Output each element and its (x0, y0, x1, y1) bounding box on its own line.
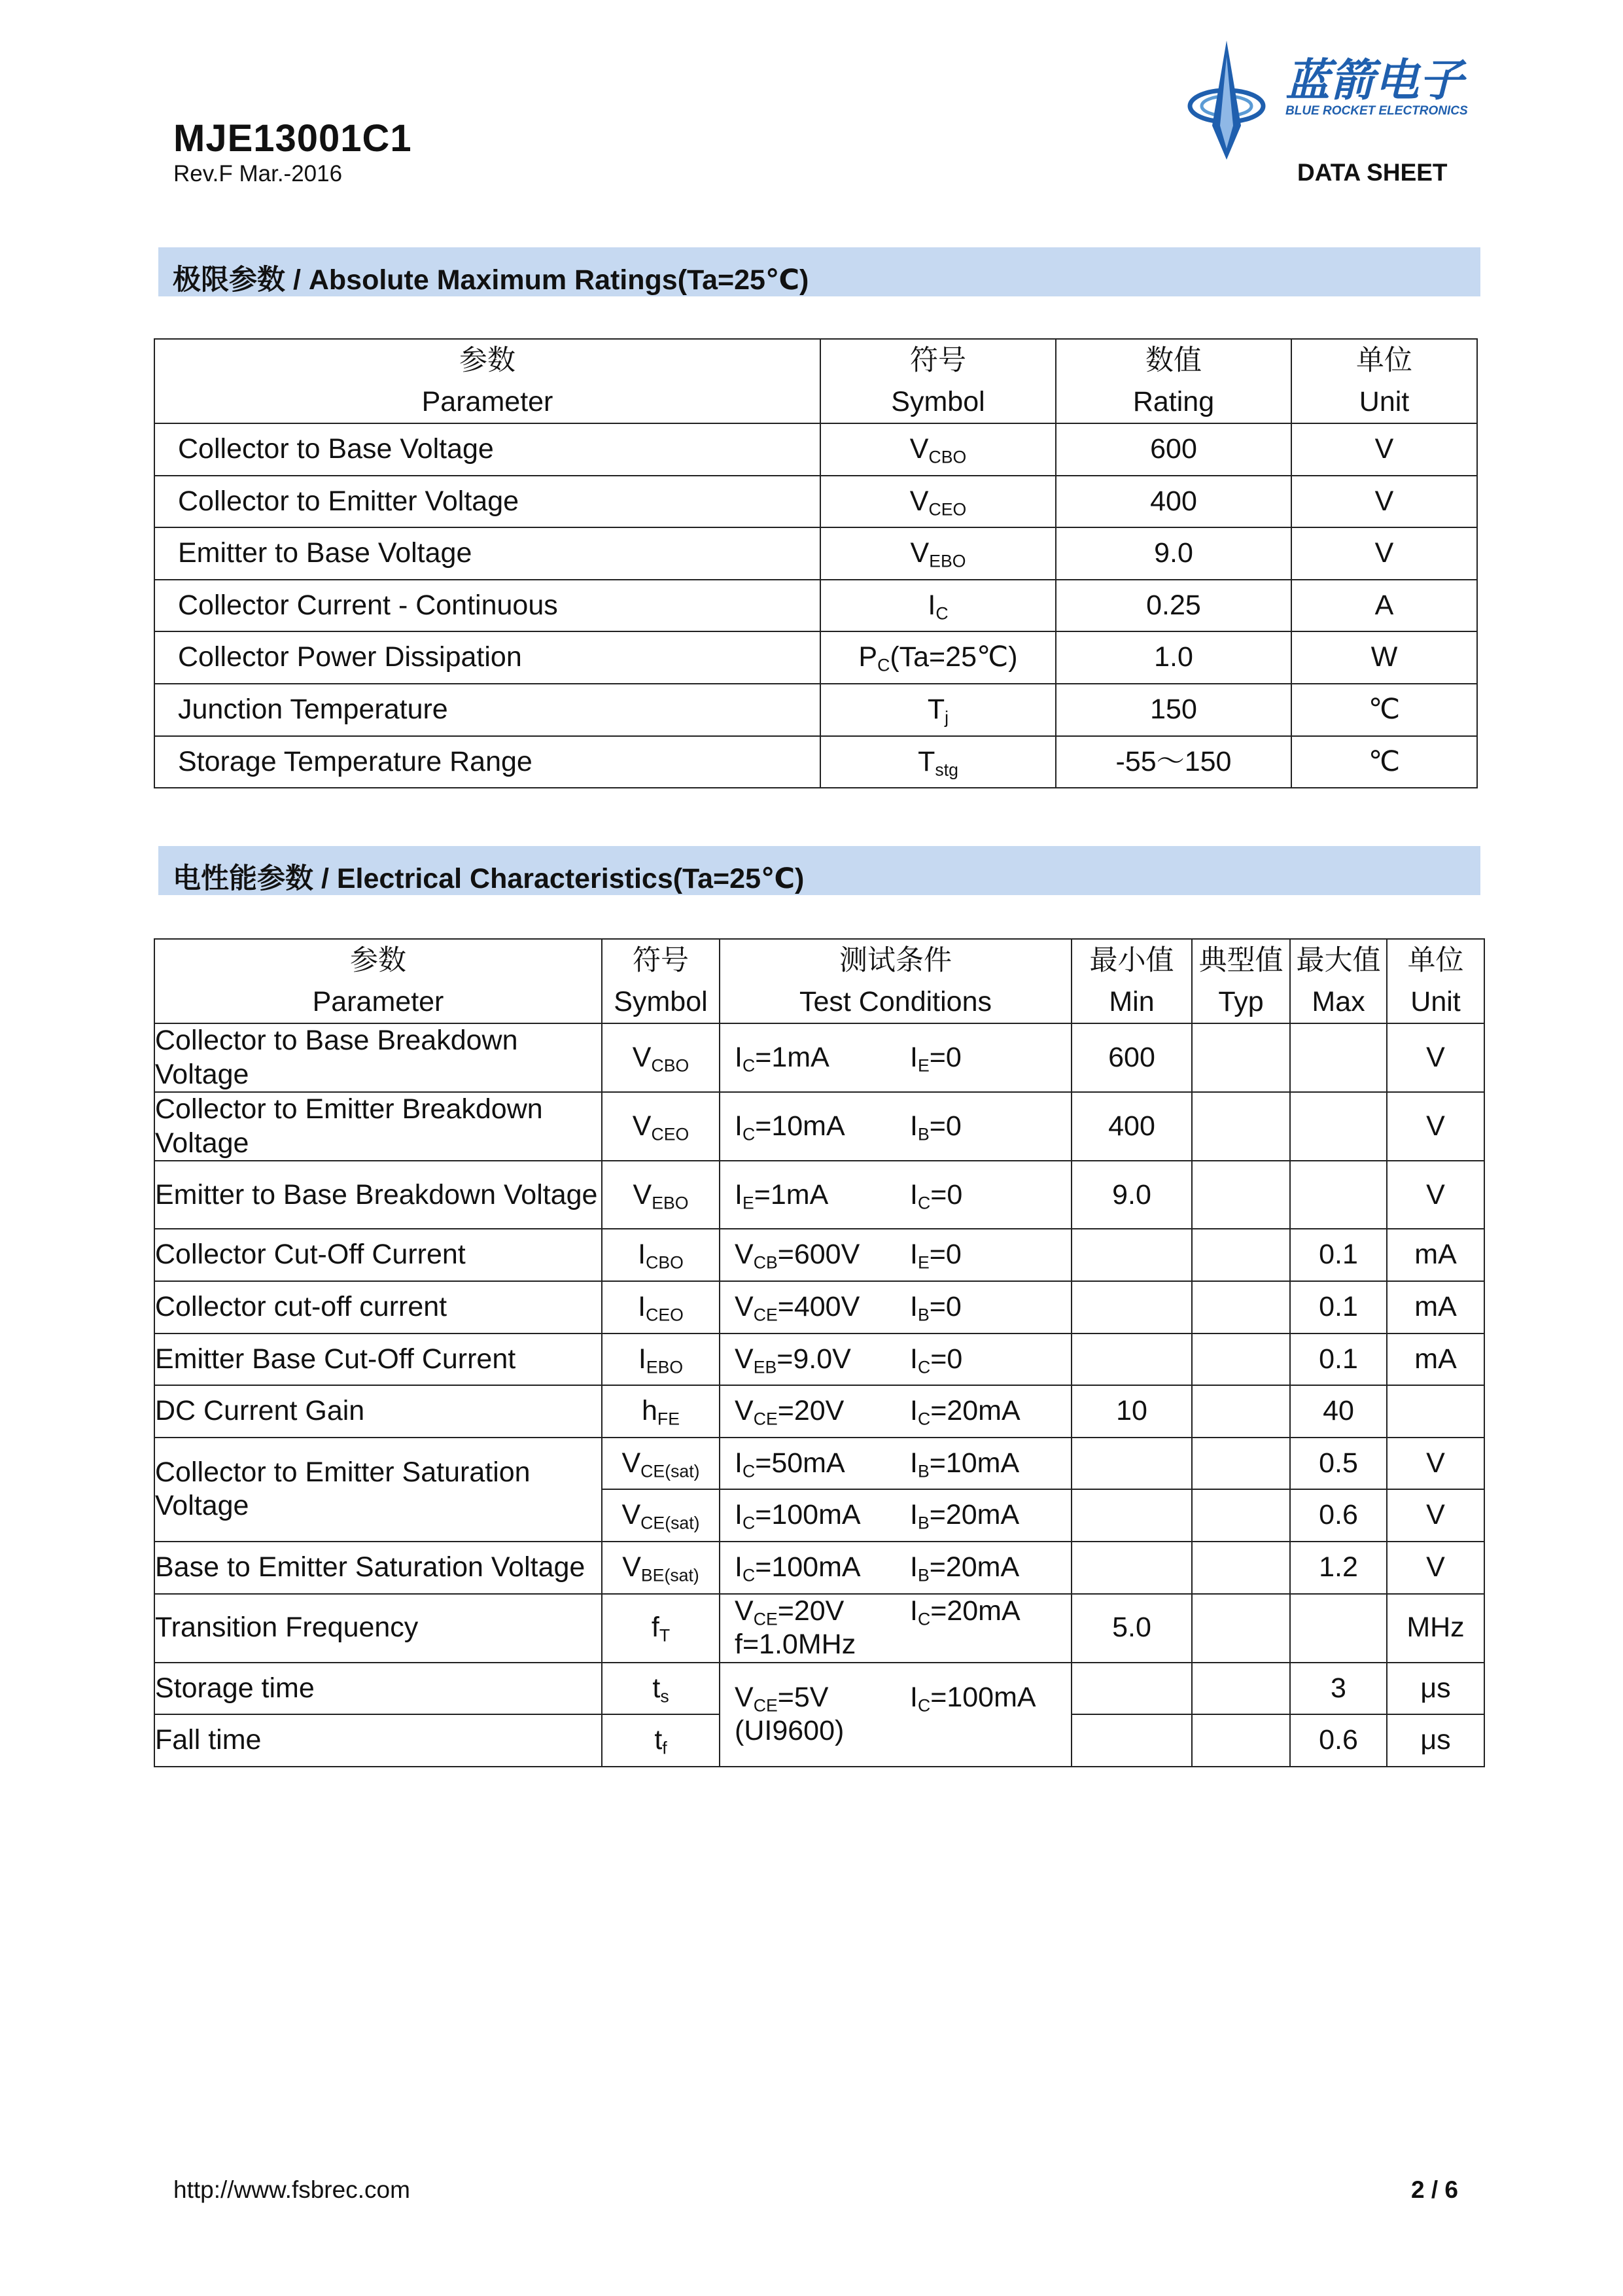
typ-cell (1192, 1161, 1290, 1229)
logo-english-text: BLUE ROCKET ELECTRONICS (1285, 104, 1468, 118)
max-cell (1290, 1161, 1387, 1229)
symbol-cell: $I_{CEO}$ (602, 1281, 720, 1333)
table-row (154, 1385, 1484, 1438)
table-row (154, 736, 1477, 788)
typ-cell (1192, 1092, 1290, 1161)
symbol-cell: $t_f$ (602, 1714, 720, 1767)
table-header-row (154, 939, 1484, 1023)
table-row (154, 527, 1477, 580)
symbol-cell: $V_{EBO}$ (602, 1161, 720, 1229)
table-row (154, 1161, 1484, 1229)
param-cell: Collector Cut-Off Current (154, 1229, 602, 1281)
unit-cell: V (1387, 1542, 1484, 1594)
test-condition-cell: $V_{EB}=9.0V$ $I_C=0$ (720, 1333, 1072, 1386)
min-cell (1072, 1542, 1192, 1594)
table-row (154, 1092, 1484, 1161)
header-typ: 典型值 Typ (1192, 939, 1290, 1023)
min-cell: 400 (1072, 1092, 1192, 1161)
symbol-cell: $I_{EBO}$ (602, 1333, 720, 1386)
unit-cell: V (1387, 1438, 1484, 1490)
symbol-cell: $V_{CE(sat)}$ (602, 1438, 720, 1490)
max-cell: 1.2 (1290, 1542, 1387, 1594)
header-symbol: 符号 Symbol (602, 939, 720, 1023)
symbol-cell: $V_{EBO}$ (820, 527, 1056, 580)
unit-cell: ℃ (1291, 684, 1477, 736)
symbol-cell: $t_s$ (602, 1663, 720, 1715)
section-title: 极限参数 / Absolute Maximum Ratings(Ta=25℃) (173, 264, 809, 296)
typ-cell (1192, 1542, 1290, 1594)
typ-cell (1192, 1663, 1290, 1715)
symbol-cell: $V_{CE(sat)}$ (602, 1489, 720, 1542)
test-condition-cell: $V_{CE}=400V$ $I_B=0$ (720, 1281, 1072, 1333)
param-cell: Storage Temperature Range (154, 736, 820, 788)
company-logo (1187, 41, 1482, 165)
typ-cell (1192, 1385, 1290, 1438)
symbol-cell: $V_{CEO}$ (820, 476, 1056, 528)
rocket-emblem-icon (1190, 41, 1263, 160)
part-number: MJE13001C1 (173, 117, 412, 160)
typ-cell (1192, 1438, 1290, 1490)
header-unit: 单位 Unit (1387, 939, 1484, 1023)
typ-cell (1192, 1333, 1290, 1386)
header-max: 最大值 Max (1290, 939, 1387, 1023)
max-cell: 3 (1290, 1663, 1387, 1715)
param-cell: Collector to Emitter Voltage (154, 476, 820, 528)
unit-cell: V (1291, 527, 1477, 580)
test-condition-cell: $V_{CE}=20V$ $I_C=20mA$ (720, 1385, 1072, 1438)
min-cell (1072, 1229, 1192, 1281)
revision: Rev.F Mar.-2016 (173, 161, 343, 186)
unit-cell: mA (1387, 1229, 1484, 1281)
typ-cell (1192, 1714, 1290, 1767)
unit-cell: V (1387, 1023, 1484, 1092)
param-cell: Emitter Base Cut-Off Current (154, 1333, 602, 1386)
max-cell: 0.1 (1290, 1333, 1387, 1386)
test-condition-cell: $I_C=10mA$ $I_B=0$ (720, 1092, 1072, 1161)
unit-cell: V (1387, 1092, 1484, 1161)
param-cell: Emitter to Base Voltage (154, 527, 820, 580)
unit-cell: V (1291, 476, 1477, 528)
param-cell: Collector cut-off current (154, 1281, 602, 1333)
test-condition-cell: $V_{CB}=600V$ $I_E=0$ (720, 1229, 1072, 1281)
table-row (154, 1281, 1484, 1333)
param-cell: Collector to Base Breakdown Voltage (154, 1023, 602, 1092)
symbol-cell: $V_{CEO}$ (602, 1092, 720, 1161)
header-min: 最小值 Min (1072, 939, 1192, 1023)
symbol-cell: $f_T$ (602, 1594, 720, 1663)
param-cell: DC Current Gain (154, 1385, 602, 1438)
max-cell: 0.1 (1290, 1281, 1387, 1333)
table-row (154, 631, 1477, 684)
header-unit: 单位 Unit (1291, 339, 1477, 423)
unit-cell: A (1291, 580, 1477, 632)
table-row (154, 1594, 1484, 1663)
rating-cell: 9.0 (1056, 527, 1291, 580)
header-parameter: 参数 Parameter (154, 939, 602, 1023)
header-rating: 数值 Rating (1056, 339, 1291, 423)
section-bar-absolute-max (158, 247, 1480, 296)
symbol-cell: $I_C$ (820, 580, 1056, 632)
max-cell: 0.5 (1290, 1438, 1387, 1490)
param-cell: Fall time (154, 1714, 602, 1767)
min-cell (1072, 1333, 1192, 1386)
rating-cell: 400 (1056, 476, 1291, 528)
table-row (154, 1333, 1484, 1386)
header-symbol: 符号 Symbol (820, 339, 1056, 423)
min-cell: 5.0 (1072, 1594, 1192, 1663)
param-cell: Collector Power Dissipation (154, 631, 820, 684)
typ-cell (1192, 1489, 1290, 1542)
param-cell: Collector to Emitter Saturation Voltage (154, 1438, 602, 1542)
symbol-cell: $T_{stg}$ (820, 736, 1056, 788)
param-cell: Collector to Base Voltage (154, 423, 820, 476)
min-cell (1072, 1489, 1192, 1542)
unit-cell: ℃ (1291, 736, 1477, 788)
unit-cell: mA (1387, 1281, 1484, 1333)
footer-url[interactable]: http://www.fsbrec.com (173, 2176, 410, 2203)
param-cell: Emitter to Base Breakdown Voltage (154, 1161, 602, 1229)
absolute-max-ratings-table (154, 338, 1478, 788)
symbol-cell: $V_{BE(sat)}$ (602, 1542, 720, 1594)
table-row (154, 580, 1477, 632)
param-cell: Base to Emitter Saturation Voltage (154, 1542, 602, 1594)
table-row (154, 684, 1477, 736)
table-row (154, 1663, 1484, 1715)
min-cell: 10 (1072, 1385, 1192, 1438)
unit-cell: W (1291, 631, 1477, 684)
test-condition-cell: $I_C=100mA$ $I_B=20mA$ (720, 1542, 1072, 1594)
rating-cell: 1.0 (1056, 631, 1291, 684)
unit-cell: V (1387, 1161, 1484, 1229)
header-test-conditions: 测试条件 Test Conditions (720, 939, 1072, 1023)
test-condition-cell: $V_{CE}=20V$ $I_C=20mA$ f=1.0MHz (720, 1594, 1072, 1663)
document-type: DATA SHEET (1297, 159, 1448, 186)
typ-cell (1192, 1281, 1290, 1333)
rating-cell: 600 (1056, 423, 1291, 476)
symbol-cell: $P_C(Ta=25℃)$ (820, 631, 1056, 684)
typ-cell (1192, 1023, 1290, 1092)
electrical-characteristics-table (154, 938, 1485, 1767)
rating-cell: 0.25 (1056, 580, 1291, 632)
test-condition-cell: $I_E=1mA$ $I_C=0$ (720, 1161, 1072, 1229)
unit-cell: μs (1387, 1714, 1484, 1767)
param-cell: Transition Frequency (154, 1594, 602, 1663)
table-row (154, 1542, 1484, 1594)
param-cell: Storage time (154, 1663, 602, 1715)
param-cell: Collector to Emitter Breakdown Voltage (154, 1092, 602, 1161)
header-parameter: 参数 Parameter (154, 339, 820, 423)
table-header-row (154, 339, 1477, 423)
unit-cell: V (1387, 1489, 1484, 1542)
unit-cell: MHz (1387, 1594, 1484, 1663)
max-cell (1290, 1092, 1387, 1161)
min-cell: 600 (1072, 1023, 1192, 1092)
unit-cell (1387, 1385, 1484, 1438)
min-cell (1072, 1281, 1192, 1333)
table-row (154, 1229, 1484, 1281)
test-condition-cell: $V_{CE}=5V$ $I_C=100mA$ (UI9600) (720, 1663, 1072, 1767)
min-cell: 9.0 (1072, 1161, 1192, 1229)
min-cell (1072, 1438, 1192, 1490)
page-number: 2 / 6 (1411, 2176, 1458, 2203)
symbol-cell: $h_{FE}$ (602, 1385, 720, 1438)
max-cell (1290, 1023, 1387, 1092)
table-row (154, 476, 1477, 528)
symbol-cell: $I_{CBO}$ (602, 1229, 720, 1281)
min-cell (1072, 1714, 1192, 1767)
max-cell (1290, 1594, 1387, 1663)
max-cell: 0.6 (1290, 1489, 1387, 1542)
rating-cell: 150 (1056, 684, 1291, 736)
typ-cell (1192, 1229, 1290, 1281)
logo-chinese-text: 蓝箭电子 (1285, 55, 1464, 107)
rating-cell: -55～150 (1056, 736, 1291, 788)
test-condition-cell: $I_C=100mA$ $I_B=20mA$ (720, 1489, 1072, 1542)
test-condition-cell: $I_C=1mA$ $I_E=0$ (720, 1023, 1072, 1092)
min-cell (1072, 1663, 1192, 1715)
symbol-cell: $T_j$ (820, 684, 1056, 736)
max-cell: 0.6 (1290, 1714, 1387, 1767)
section-title: 电性能参数 / Electrical Characteristics(Ta=25℃) (173, 863, 805, 894)
unit-cell: V (1291, 423, 1477, 476)
param-cell: Junction Temperature (154, 684, 820, 736)
table-row (154, 1438, 1484, 1490)
unit-cell: μs (1387, 1663, 1484, 1715)
table-row (154, 1023, 1484, 1092)
max-cell: 40 (1290, 1385, 1387, 1438)
unit-cell: mA (1387, 1333, 1484, 1386)
section-bar-electrical (158, 846, 1480, 895)
table-row (154, 423, 1477, 476)
typ-cell (1192, 1594, 1290, 1663)
param-cell: Collector Current - Continuous (154, 580, 820, 632)
test-condition-cell: $I_C=50mA$ $I_B=10mA$ (720, 1438, 1072, 1490)
symbol-cell: $V_{CBO}$ (820, 423, 1056, 476)
symbol-cell: $V_{CBO}$ (602, 1023, 720, 1092)
max-cell: 0.1 (1290, 1229, 1387, 1281)
